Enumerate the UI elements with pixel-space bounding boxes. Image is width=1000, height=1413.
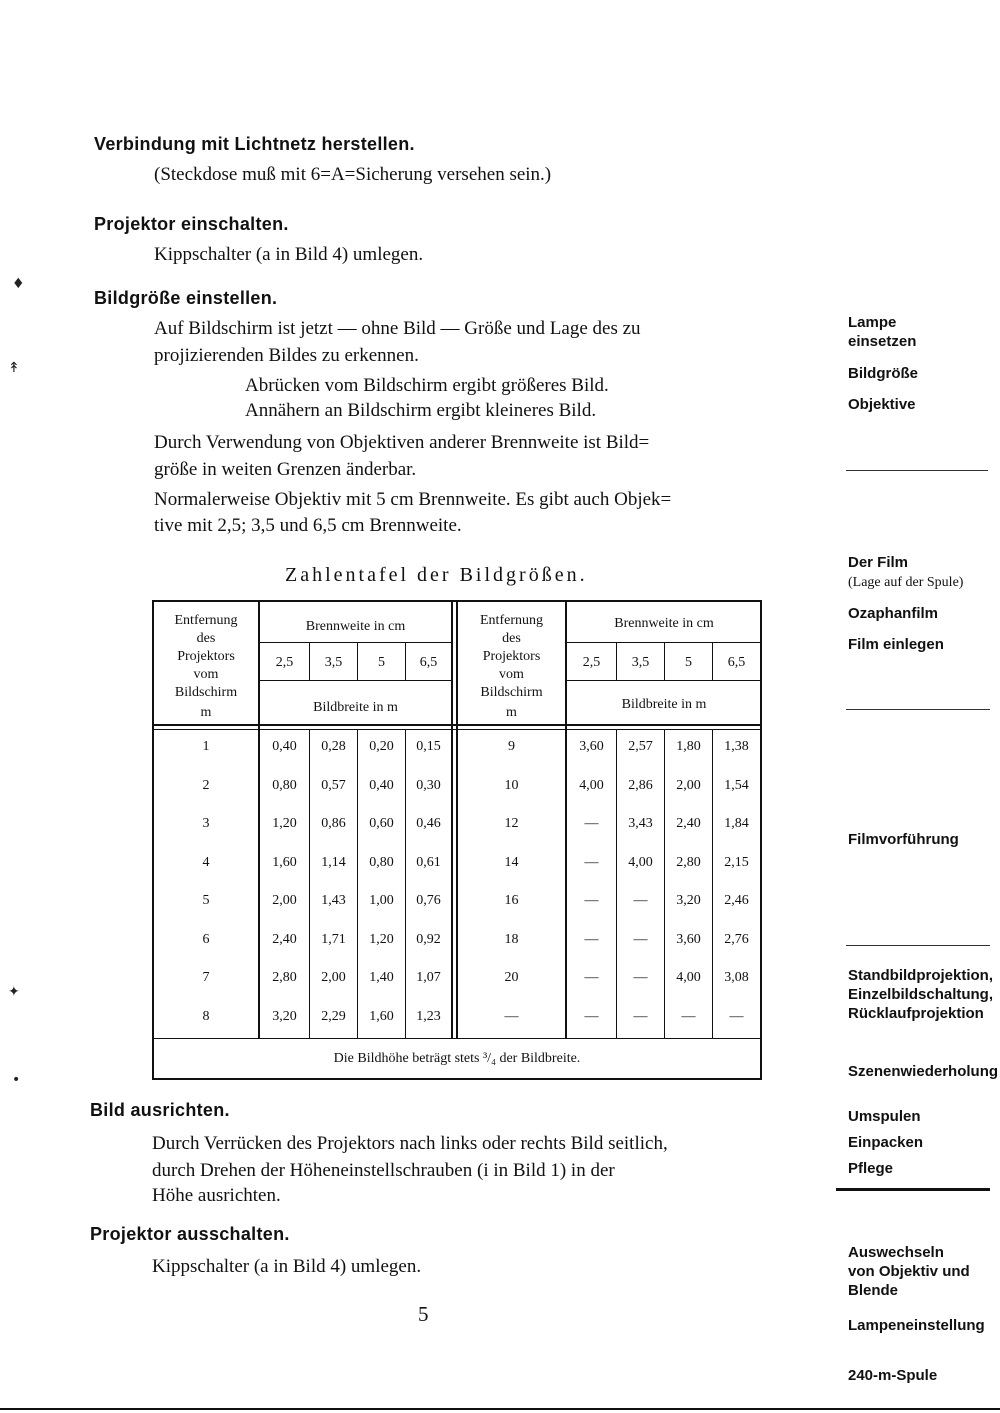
table-cell-right-r8-c2: — [584, 1008, 599, 1024]
table-cell-right-r8-c3: — [633, 1008, 648, 1024]
sidebar-film-sub: (Lage auf der Spule) [848, 575, 964, 590]
sidebar-rule-4 [836, 1188, 990, 1191]
text-bildgroesse-4: Annähern an Bildschirm ergibt kleineres Bild. [245, 400, 597, 421]
table-cell-left-r7-c4: 1,40 [369, 970, 394, 985]
table-cell-left-r2-c3: 0,57 [321, 777, 346, 793]
table-cell-right-r5-c2: — [584, 893, 599, 908]
table-cell-right-r4-c2: — [584, 854, 599, 870]
text-bildgroesse-7: Normalerweise Objektiv mit 5 cm Brennweite. Es gibt auch Objek= [154, 489, 672, 510]
sidebar-bildgroesse: Bildgröße [848, 365, 918, 382]
text-ausrichten-2: durch Drehen der Höheneinstellschrauben (i in Bild 1) in der [152, 1160, 615, 1181]
focal-header-right: Brennweite in cm [614, 616, 714, 631]
table-cell-right-r8-c4: — [681, 1008, 696, 1024]
sidebar-film: Der Film [848, 554, 909, 571]
table-cell-left-r8-c1: 8 [202, 1008, 210, 1024]
text-bildgroesse-1: Auf Bildschirm ist jetzt — ohne Bild — Größe und Lage des zu [154, 318, 641, 339]
sidebar-240m-spule: 240-m-Spule [848, 1367, 938, 1384]
focal-right-2: 3,5 [631, 655, 650, 670]
table-cell-left-r6-c3: 1,71 [321, 931, 346, 947]
table-cell-right-r7-c1: 20 [504, 970, 519, 985]
table-cell-left-r7-c1: 7 [202, 970, 210, 985]
table-footnote: Die Bildhöhe beträgt stets ³/₄ der Bildbreite. [333, 1051, 581, 1066]
focal-left-4: 6,5 [419, 655, 438, 670]
table-cell-left-r2-c1: 2 [202, 777, 210, 793]
sidebar-szenen: Szenenwiederholung [848, 1063, 999, 1080]
dist-header-left-6: m [200, 705, 212, 720]
table-cell-left-r6-c1: 6 [202, 931, 210, 947]
table-cell-right-r5-c3: — [633, 893, 648, 908]
table-cell-right-r3-c4: 2,40 [676, 816, 701, 831]
dist-header-right-6: m [506, 705, 517, 720]
table-cell-left-r8-c4: 1,60 [369, 1008, 394, 1024]
sidebar-objektive: Objektive [848, 396, 916, 413]
heading-lichtnetz: Verbindung mit Lichtnetz herstellen. [94, 134, 415, 154]
margin-mark-2: ↟ [8, 360, 20, 376]
margin-mark-1: ♦ [12, 276, 25, 292]
text-ausrichten-3: Höhe ausrichten. [152, 1185, 281, 1206]
width-header-left: Bildbreite in m [313, 700, 398, 715]
table-cell-left-r4-c4: 0,80 [369, 854, 394, 870]
heading-ausrichten: Bild ausrichten. [90, 1100, 230, 1120]
table-cell-right-r4-c4: 2,80 [676, 854, 701, 870]
text-bildgroesse-2: projizierenden Bildes zu erkennen. [154, 345, 419, 366]
text-bildgroesse-3: Abrücken vom Bildschirm ergibt größeres Bild. [245, 375, 609, 396]
text-ausrichten-1: Durch Verrücken des Projektors nach links oder rechts Bild seitlich, [152, 1133, 668, 1154]
table-cell-right-r6-c5: 2,76 [724, 931, 749, 947]
table-title: Zahlentafel der Bildgrößen. [285, 564, 588, 586]
sidebar-umspulen: Umspulen [848, 1108, 921, 1125]
table-cell-left-r3-c1: 3 [202, 816, 210, 831]
table-cell-left-r6-c2: 2,40 [272, 931, 297, 947]
dist-header-left-1: Entfernung [174, 613, 238, 628]
table-cell-right-r2-c4: 2,00 [676, 777, 701, 793]
sidebar-lampe: Lampe einsetzen [848, 314, 917, 350]
width-header-right: Bildbreite in m [621, 697, 707, 712]
table-cell-left-r8-c3: 2,29 [321, 1008, 346, 1024]
focal-header-left: Brennweite in cm [305, 619, 406, 634]
table-cell-right-r6-c4: 3,60 [676, 931, 701, 947]
dist-header-right-1: Entfernung [480, 613, 543, 628]
table-cell-right-r3-c3: 3,43 [628, 816, 653, 831]
table-cell-left-r8-c2: 3,20 [272, 1008, 297, 1024]
sidebar-lampeneinstellung: Lampeneinstellung [848, 1317, 985, 1334]
heading-ausschalten: Projektor ausschalten. [90, 1224, 290, 1244]
sidebar-einpacken: Einpacken [848, 1134, 924, 1151]
focal-right-1: 2,5 [582, 655, 601, 670]
table-cell-right-r7-c5: 3,08 [724, 970, 749, 985]
heading-bildgroesse: Bildgröße einstellen. [94, 288, 278, 308]
table-cell-left-r2-c2: 0,80 [272, 777, 297, 793]
dist-header-left-4: vom [193, 667, 219, 682]
sidebar-ozaphanfilm: Ozaphanfilm [848, 605, 939, 622]
table-cell-right-r2-c1: 10 [504, 777, 519, 793]
table-cell-left-r2-c5: 0,30 [416, 777, 441, 793]
table-cell-left-r5-c4: 1,00 [369, 893, 394, 908]
table-cell-left-r7-c3: 2,00 [321, 970, 346, 985]
table-cell-left-r4-c2: 1,60 [272, 854, 297, 870]
table-cell-left-r4-c3: 1,14 [321, 854, 346, 870]
table-cell-right-r5-c1: 16 [504, 893, 519, 908]
dist-header-right-4: vom [499, 667, 524, 682]
focal-right-3: 5 [685, 655, 692, 670]
table-cell-left-r1-c2: 0,40 [272, 739, 297, 754]
dist-header-right-2: des [502, 631, 521, 646]
table-cell-left-r1-c1: 1 [202, 739, 210, 754]
table-cell-right-r7-c2: — [584, 970, 599, 985]
sidebar-standbild: Standbildprojektion, Einzelbildschaltung, Rücklaufprojektion [848, 967, 994, 1022]
table-cell-right-r5-c4: 3,20 [676, 893, 701, 908]
table-cell-left-r4-c5: 0,61 [416, 854, 441, 870]
table-cell-left-r5-c3: 1,43 [321, 893, 346, 908]
table-cell-right-r6-c3: — [633, 931, 648, 947]
table-cell-right-r1-c5: 1,38 [724, 739, 749, 754]
table-cell-left-r7-c2: 2,80 [272, 970, 297, 985]
table-cell-right-r7-c4: 4,00 [676, 970, 701, 985]
sidebar-rule-1 [846, 470, 988, 471]
table-cell-left-r7-c5: 1,07 [416, 970, 441, 985]
table-cell-left-r5-c2: 2,00 [272, 893, 297, 908]
sidebar-auswechseln: Auswechseln von Objektiv und Blende [848, 1244, 970, 1299]
text-kippschalter-1: Kippschalter (a in Bild 4) umlegen. [154, 244, 424, 265]
table-cell-left-r3-c4: 0,60 [369, 816, 394, 831]
sidebar-pflege: Pflege [848, 1160, 894, 1177]
table-cell-left-r4-c1: 4 [202, 854, 210, 870]
page-number: 5 [418, 1302, 429, 1326]
table-cell-left-r1-c3: 0,28 [321, 739, 346, 754]
table-cell-right-r3-c1: 12 [504, 816, 519, 831]
table-cell-right-r2-c5: 1,54 [724, 777, 749, 793]
dist-header-left-5: Bildschirm [174, 685, 238, 700]
sidebar-filmvorfuehrung: Filmvorführung [848, 831, 959, 848]
table-cell-right-r1-c3: 2,57 [628, 739, 653, 754]
heading-einschalten: Projektor einschalten. [94, 214, 289, 234]
table-cell-right-r7-c3: — [633, 970, 648, 985]
sidebar-rule-3 [846, 945, 990, 946]
text-bildgroesse-8: tive mit 2,5; 3,5 und 6,5 cm Brennweite. [154, 515, 462, 536]
focal-left-2: 3,5 [324, 655, 343, 670]
table-cell-left-r3-c3: 0,86 [321, 816, 346, 831]
table-cell-left-r6-c4: 1,20 [369, 931, 394, 947]
focal-left-3: 5 [378, 655, 385, 670]
text-steckdose: (Steckdose muß mit 6=A=Sicherung versehen sein.) [154, 164, 552, 185]
table-cell-left-r6-c5: 0,92 [416, 931, 441, 947]
focal-left-1: 2,5 [275, 655, 294, 670]
table-cell-left-r1-c4: 0,20 [369, 739, 394, 754]
table-cell-right-r8-c1: — [504, 1008, 519, 1024]
table-cell-right-r4-c1: 14 [504, 854, 519, 870]
dist-header-right-3: Projektors [482, 649, 541, 664]
table-cell-right-r4-c5: 2,15 [724, 854, 749, 870]
table-cell-left-r3-c5: 0,46 [416, 816, 441, 831]
table-cell-left-r1-c5: 0,15 [416, 739, 441, 754]
table-cell-right-r3-c5: 1,84 [724, 816, 749, 831]
table-cell-right-r4-c3: 4,00 [628, 854, 653, 870]
text-kippschalter-2: Kippschalter (a in Bild 4) umlegen. [152, 1256, 422, 1277]
dist-header-left-3: Projektors [177, 649, 235, 664]
table-cell-right-r2-c3: 2,86 [628, 777, 653, 793]
table-cell-right-r2-c2: 4,00 [579, 777, 604, 793]
focal-right-4: 6,5 [727, 655, 746, 670]
table-cell-right-r1-c1: 9 [508, 739, 515, 754]
dist-header-right-5: Bildschirm [480, 685, 543, 700]
table-cell-right-r1-c4: 1,80 [676, 739, 701, 754]
dist-header-left-2: des [196, 631, 216, 646]
sidebar-film-einlegen: Film einlegen [848, 636, 944, 653]
table-cell-left-r5-c5: 0,76 [416, 893, 441, 908]
table-cell-left-r5-c1: 5 [202, 893, 210, 908]
table-cell-left-r2-c4: 0,40 [369, 777, 394, 793]
table-cell-left-r8-c5: 1,23 [416, 1008, 441, 1024]
bildgroessen-table [152, 600, 762, 1080]
table-cell-left-r3-c2: 1,20 [272, 816, 297, 831]
bottom-edge-line [0, 1408, 1000, 1410]
table-cell-right-r5-c5: 2,46 [724, 893, 749, 908]
table-cell-right-r8-c5: — [729, 1008, 744, 1024]
margin-mark-4: • [12, 1072, 21, 1088]
table-cell-right-r3-c2: — [584, 816, 599, 831]
table-cell-right-r6-c2: — [584, 931, 599, 947]
text-bildgroesse-6: größe in weiten Grenzen änderbar. [154, 459, 417, 480]
table-cell-right-r6-c1: 18 [504, 931, 519, 947]
sidebar-rule-2 [846, 709, 990, 710]
table-cell-right-r1-c2: 3,60 [579, 739, 604, 754]
text-bildgroesse-5: Durch Verwendung von Objektiven anderer Brennweite ist Bild= [154, 432, 650, 453]
margin-mark-3: ✦ [8, 984, 20, 1000]
